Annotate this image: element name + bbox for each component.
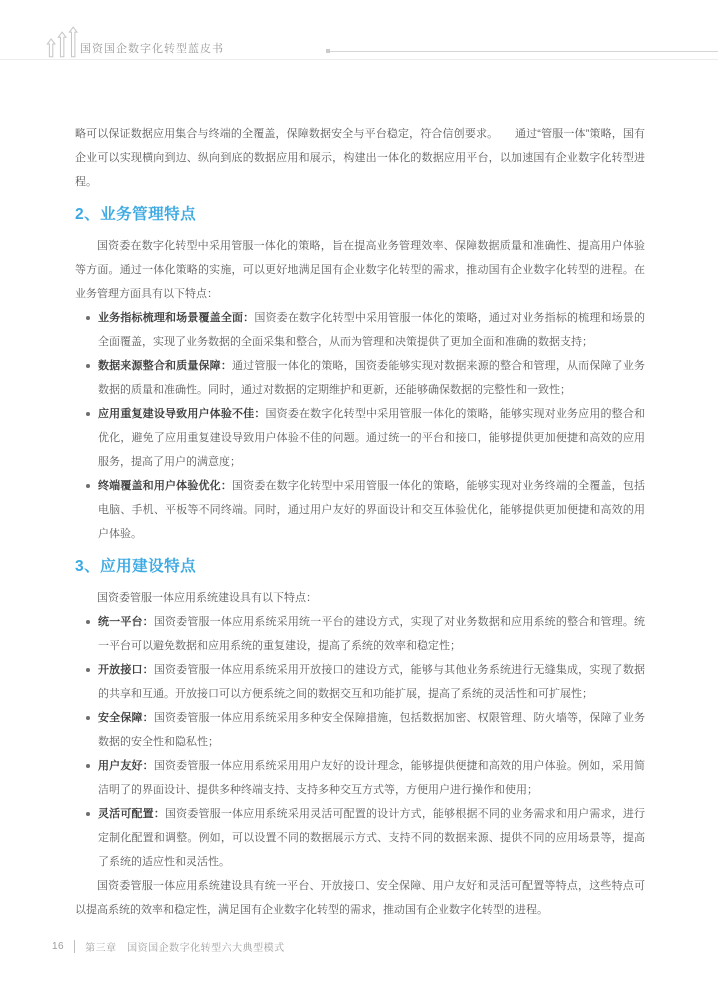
bullet-title: 终端覆盖和用户体验优化： [98,480,232,492]
footer-chapter-title: 第三章 国资国企数字化转型六大典型模式 [85,943,285,954]
bullet-item [75,402,645,474]
rising-arrows-icon [46,25,80,63]
page-number: 16 [52,941,65,952]
bullet-text: 通过管服一体化的策略，国资委能够实现对数据来源的整合和管理，从而保障了业务数据的质量和准确性。同时，通过对数据的定期维护和更新，还能够确保数据的完整性和一致性； [98,360,645,396]
bullet-item [75,354,645,402]
bullet-title: 安全保障： [98,712,154,724]
bullet-list-business [75,306,645,546]
bullet-text: 国资委在数字化转型中采用管服一体化的策略，能够实现对业务终端的全覆盖，包括电脑、手机、平板等不同终端。同时，通过用户友好的界面设计和交互体验优化，能够提供更加便捷和高效的用户体验。 [98,480,645,540]
bullet-item [75,306,645,354]
bullet-title: 开放接口： [98,664,154,676]
header-decorative-rule [327,51,718,52]
section-heading-business: 2、业务管理特点 [75,206,197,223]
footer-divider [74,940,75,953]
page-footer [52,939,285,954]
bullet-text: 国资委管服一体应用系统采用灵活可配置的设计方式，能够根据不同的业务需求和用户需求，进行定制化配置和调整。例如，可以设置不同的数据展示方式、支持不同的数据来源、提供不同的应用场景等，提高了系统的适应性和灵活性。 [98,808,645,868]
bullet-item [75,658,645,706]
bullet-title: 用户友好： [98,760,154,772]
bullet-title: 灵活可配置： [98,808,165,820]
header-book-title: 国资国企数字化转型蓝皮书 [80,43,224,55]
bullet-text: 国资委在数字化转型中采用管服一体化的策略，通过对业务指标的梳理和场景的全面覆盖，实现了业务数据的全面采集和整合，从而为管理和决策提供了更加全面和准确的数据支持； [98,312,646,348]
bullet-item [75,754,645,802]
section-lead-paragraph: 国资委管服一体应用系统建设具有以下特点： [97,592,317,604]
bullet-text: 国资委管服一体应用系统采用统一平台的建设方式，实现了对业务数据和应用系统的整合和管理。统一平台可以避免数据和应用系统的重复建设，提高了系统的效率和稳定性； [98,616,646,652]
bullet-item [75,706,645,754]
bullet-title: 数据来源整合和质量保障： [98,360,232,372]
rule-dot [326,49,330,53]
page-header [0,0,718,60]
bullet-title: 统一平台： [98,616,154,628]
section-heading-application: 3、应用建设特点 [75,558,197,575]
section-lead-paragraph: 国资委在数字化转型中采用管服一体化的策略，旨在提高业务管理效率、保障数据质量和准确性、提高用户体验等方面。通过一体化策略的实施，可以更好地满足国有企业数字化转型的需求，推动国有企业数字化转型的进程。在业务管理方面具有以下特点： [75,240,645,300]
bullet-title: 业务指标梳理和场景覆盖全面： [98,312,255,324]
bullet-item [75,802,645,874]
bullet-item [75,610,645,658]
bullet-text: 国资委在数字化转型中采用管服一体化的策略，能够实现对业务应用的整合和优化，避免了应用重复建设导致用户体验不佳的问题。通过统一的平台和接口，能够提供更加便捷和高效的应用服务，提高了用户的满意度； [98,408,645,468]
bullet-text: 国资委管服一体应用系统采用多种安全保障措施，包括数据加密、权限管理、防火墙等，保障了业务数据的安全性和隐私性； [98,712,646,748]
bullet-list-application [75,610,645,874]
bullet-item [75,474,645,546]
closing-paragraph: 国资委管服一体应用系统建设具有统一平台、开放接口、安全保障、用户友好和灵活可配置等特点，这些特点可以提高系统的效率和稳定性，满足国有企业数字化转型的需求，推动国有企业数字化转型的进程。 [75,880,645,916]
intro-paragraph: 略可以保证数据应用集合与终端的全覆盖，保障数据安全与平台稳定，符合信创要求。 通过“管服一体”策略，国有企业可以实现横向到边、纵向到底的数据应用和展示，构建出一体化的数据应用平台，以加速国有企业数字化转型进程。 [75,128,645,188]
bullet-text: 国资委管服一体应用系统采用用户友好的设计理念，能够提供便捷和高效的用户体验。例如，采用简洁明了的界面设计、提供多种终端支持、支持多种交互方式等，方便用户进行操作和使用； [98,760,646,796]
bullet-title: 应用重复建设导致用户体验不佳： [98,408,266,420]
bullet-text: 国资委管服一体应用系统采用开放接口的建设方式，能够与其他业务系统进行无缝集成，实现了数据的共享和互通。开放接口可以方便系统之间的数据交互和功能扩展，提高了系统的灵活性和可扩展性； [98,664,646,700]
page-body [75,122,645,922]
